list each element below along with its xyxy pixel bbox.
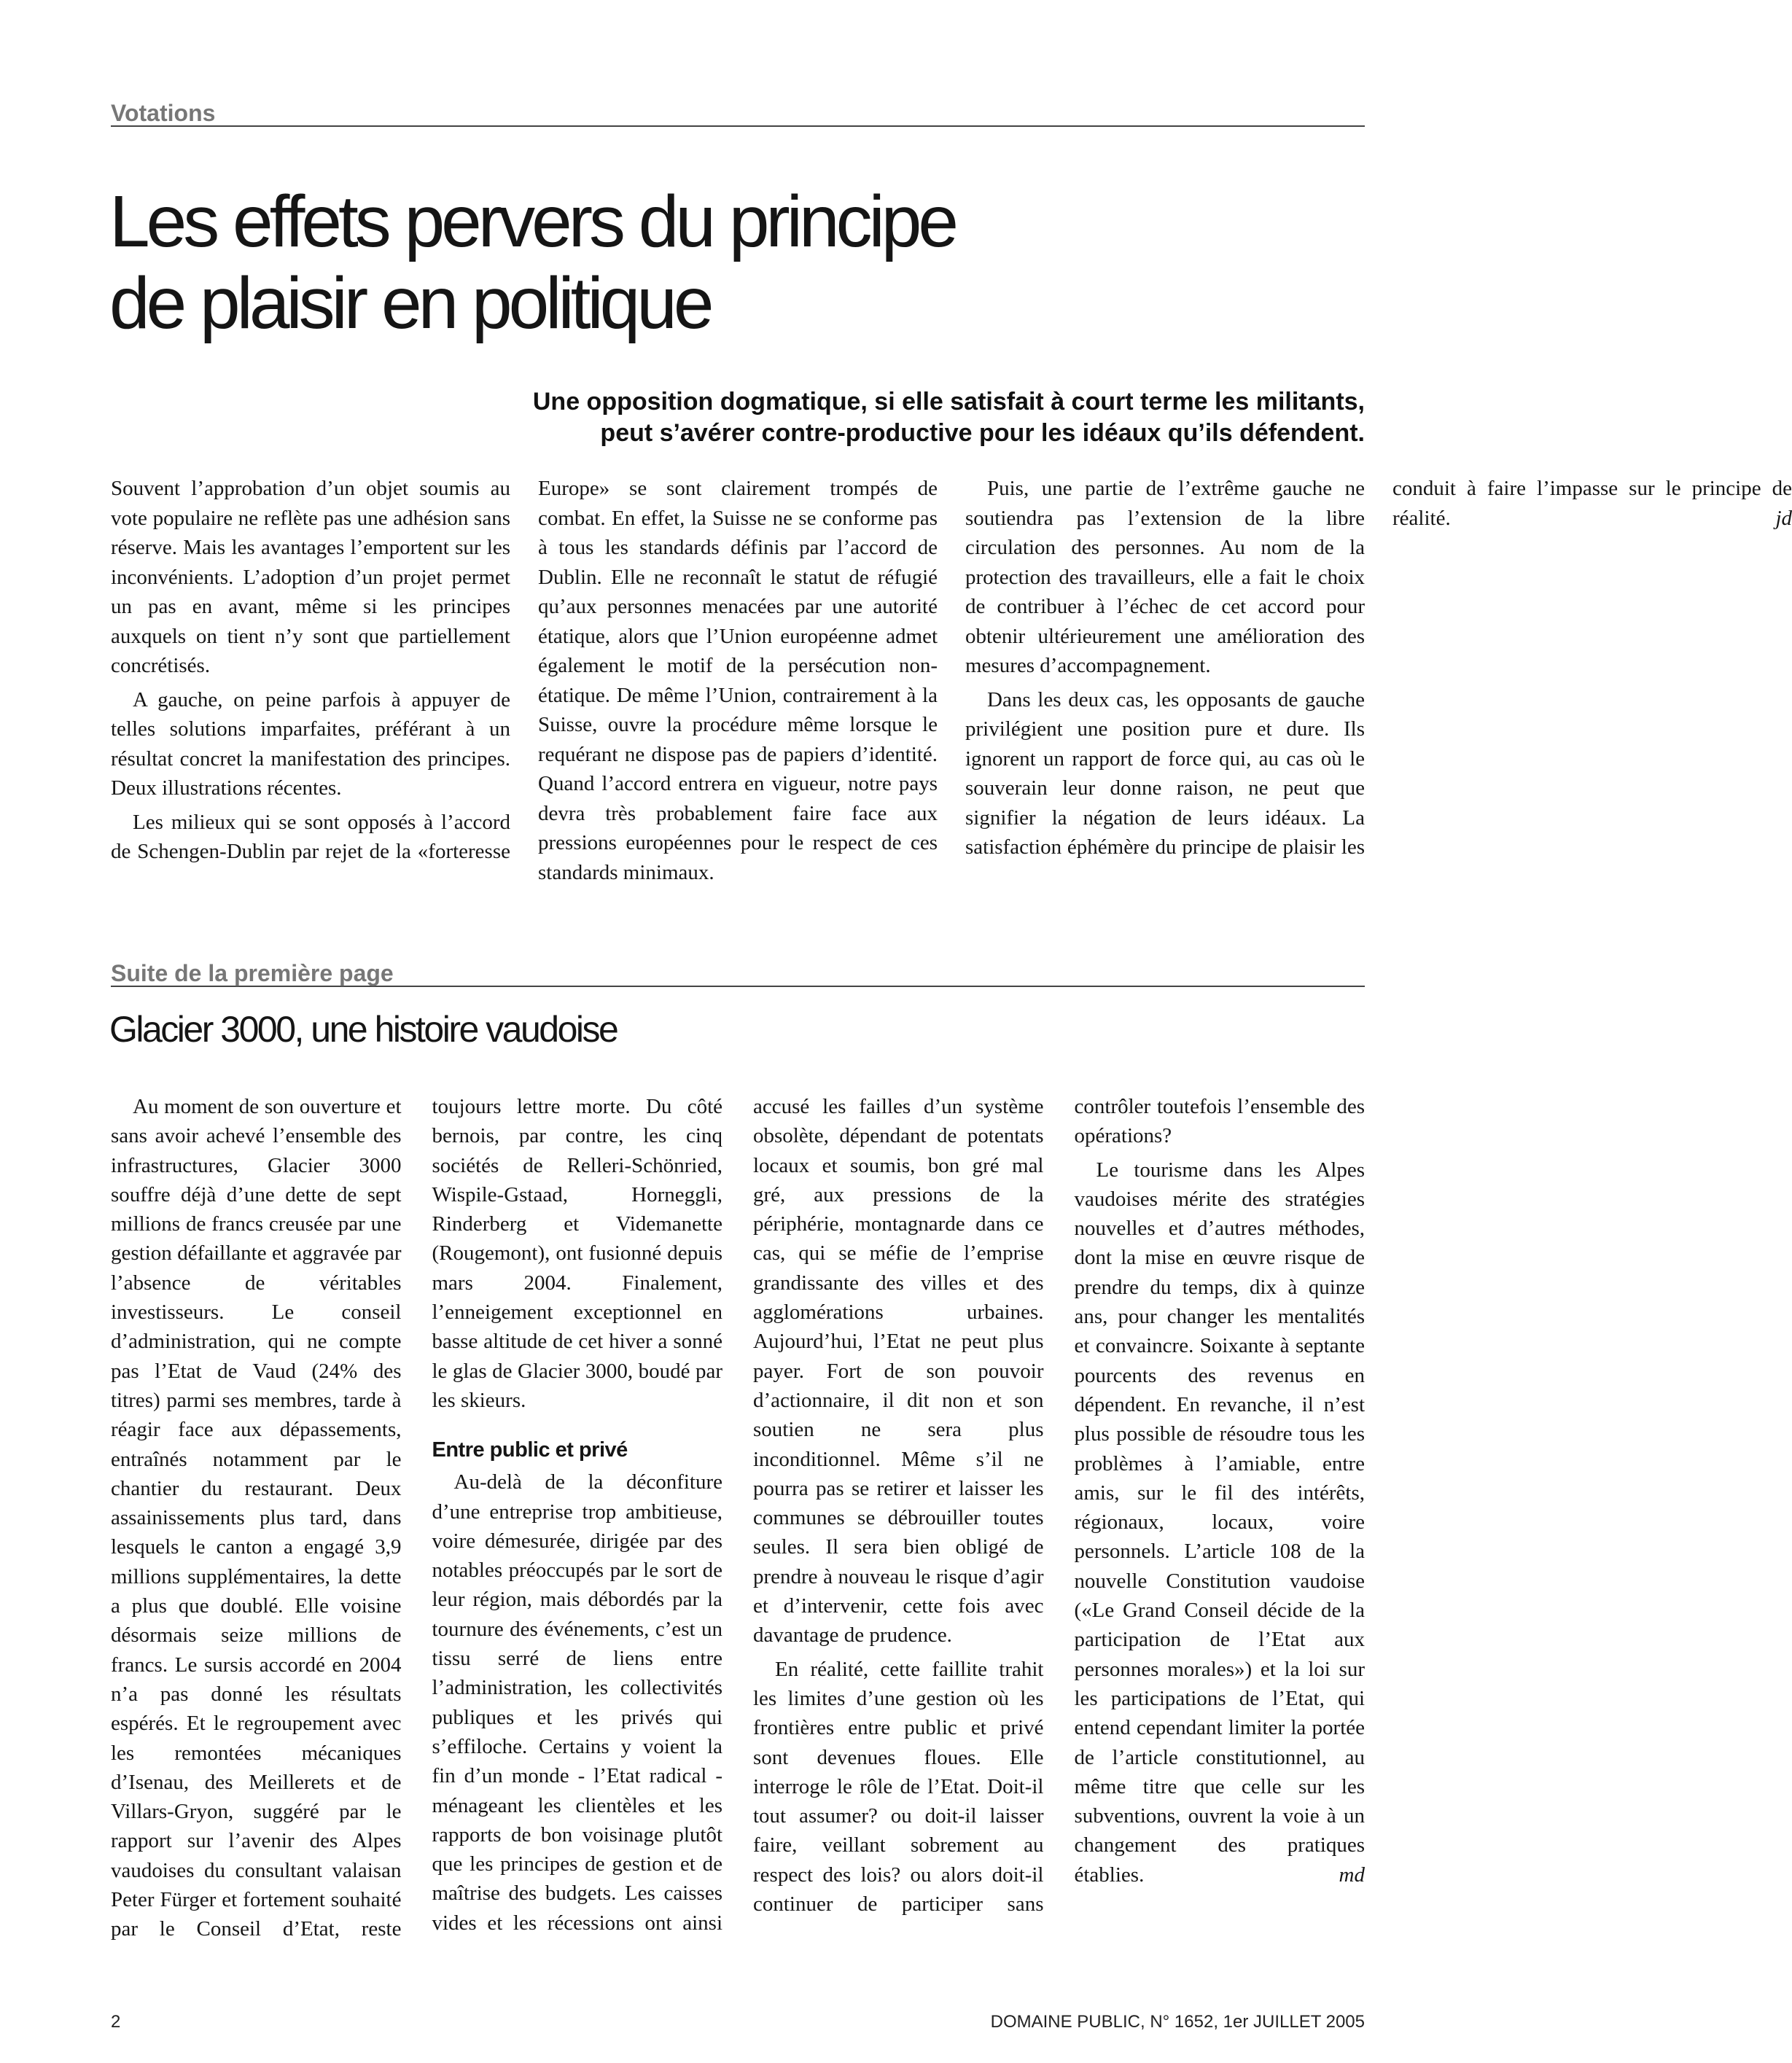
section-rubric: Votations (111, 101, 1365, 127)
body-paragraph: Les milieux qui se sont opposés à l’accord de Schengen-Dublin par rejet de la «forteresse Europe» se sont clairement trompés de combat. En effet, la Suisse ne se conforme pas à tous les standards définis par l’accord de Dublin. Elle ne reconnaît le statut de réfugié qu’aux personnes menacées par une autorité étatique, alors que l’Union européenne admet également le motif de la persécution non-étatique. De même l’Union, contrairement à la Suisse, ouvre la procédure même lorsque le requérant ne dispose pas de papiers d’identité. Quand l’accord entrera en vigueur, notre pays devra très probablement faire face aux pressions européennes pour le respect de ces standards minimaux. (111, 477, 938, 884)
paragraph-text: Le tourisme dans les Alpes vaudoises mérite des stratégies nouvelles et d’autres méthodes, dont la mise en œuvre risque de prendre du temps, dix à quinze ans, pour changer les mentalités et convaincre. Soixante à septante pourcents des revenus en dépendent. En revanche, il n’est plus possible de résoudre tous les problèmes à l’amiable, entre amis, sur le fil des intérêts, régionaux, locaux, voire personnels. L’article 108 de la nouvelle Constitution vaudoise («Le Grand Conseil décide de la participation de l’Etat aux personnes morales») et la loi sur les participations de l’Etat, qui entend cependant limiter la portée de l’article constitutionnel, au même titre que celle sur les subventions, ouvrent la voie à un changement des pratiques établies. (1074, 1158, 1365, 1887)
body-paragraph: En réalité, cette faillite trahit les limites d’une gestion où les frontières entre public et privé sont devenues floues. Elle interroge le rôle de l’Etat. Doit-il tout assumer? ou doit-il laisser faire, veillant sobrement au respect des lois? ou alors doit-il continuer de participer sans contrôler toutefois l’ensemble des opérations? (753, 1095, 1365, 1916)
author-signature: md (1339, 1863, 1365, 1887)
body-paragraph: Puis, une partie de l’extrême gauche ne soutiendra pas l’extension de la libre circulation des personnes. Au nom de la protection des travailleurs, elle a fait le choix de contribuer à l’échec de cet accord pour obtenir ultérieurement une amélioration des mesures d’accompagnement. (965, 477, 1365, 677)
paragraph-text: Dans les deux cas, les opposants de gauche privilégient une position pure et dure. Ils ignorent un rapport de force qui, au cas où le souverain leur donne raison, ne peut que signifier la négation de leurs idéaux. La satisfaction éphémère du principe de plaisir les conduit à faire l’impasse sur le principe de réalité. (965, 477, 1792, 859)
article-body-section1 (111, 474, 1792, 889)
body-paragraph-last (1075, 1155, 1366, 1890)
lede-line-2: peut s’avérer contre-productive pour les idéaux qu’ils défendent. (600, 419, 1365, 447)
subheading: Entre public et privé (432, 1438, 628, 1462)
page-number: 2 (111, 2012, 121, 2032)
body-paragraph: Au-delà de la déconfiture d’une entreprise trop ambitieuse, voire démesurée, dirigée par des notables préoccupés par le sort de leur région, mais débordés par la tournure des événements, c’est un tissu serré de liens entre l’administration, les collectivités publiques et les privés qui s’effiloche. Certains y voient la fin d’un monde - l’Etat radical - ménageant les clientèles et les rapports de bon voisinage plutôt que les principes de gestion et de maîtrise des budgets. Les caisses vides et les récessions ont ainsi accusé les failles d’un système obsolète, dépendant de potentats locaux et soumis, bon gré mal gré, aux pressions de la périphérie, montagnarde dans ce cas, qui se méfie de l’emprise grandissante des villes et des agglomérations urbaines. Aujourd’hui, l’Etat ne peut plus payer. Fort de son pouvoir d’actionnaire, il dit non et son soutien ne sera plus inconditionnel. Même s’il ne pourra pas se retirer et laisser les communes se débrouiller toutes seules. Il sera bien obligé de prendre à nouveau le risque d’agir et d’intervenir, cette fois avec davantage de prudence. (432, 1095, 1044, 1935)
body-paragraph: Souvent l’approbation d’un objet soumis au vote populaire ne reflète pas une adhésion sans réserve. Mais les avantages l’emportent sur les inconvénients. L’adoption d’un projet permet un pas en avant, même si les principes auxquels on tient n’y sont que partiellement concrétisés. (111, 477, 510, 677)
article-title (109, 181, 1203, 344)
lede-line-1: Une opposition dogmatique, si elle satisfait à court terme les militants, (532, 388, 1365, 416)
article-body-section2 (111, 1092, 1365, 1945)
body-paragraph: Au moment de son ouverture et sans avoir achevé l’ensemble des infrastructures, Glacier 3000 souffre déjà d’une dette de sept millions de francs creusée par une gestion défaillante et aggravée par l’absence de véritables investisseurs. Le conseil d’administration, qui ne compte pas l’Etat de Vaud (24% des titres) parmi ses membres, tarde à réagir face aux dépassements, entraînés notamment par le chantier du restaurant. Deux assainissements plus tard, dans lesquels le canton a engagé 3,9 millions supplémentaires, la dette a plus que doublé. Elle voisine désormais seize millions de francs. Le sursis accordé en 2004 n’a pas donné les résultats espérés. Et le regroupement avec les remontées mécaniques d’Isenau, des Meillerets et de Villars-Gryon, suggéré par le rapport sur l’avenir des Alpes vaudoises du consultant valaisan Peter Fürger et fortement souhaité par le Conseil d’Etat, reste toujours lettre morte. Du côté bernois, par contre, les cinq sociétés de Relleri-Schönried, Wispile-Gstaad, Horneggli, Rinderberg et Videmanette (Rougemont), ont fusionné depuis mars 2004. Finalement, l’enneigement exceptionnel en basse altitude de cet hiver a sonné le glas de Glacier 3000, boudé par les skieurs. (111, 1095, 722, 1941)
article-title-line-1: Les effets pervers du principe (109, 181, 956, 262)
article-title-line-2: de plaisir en politique (109, 262, 711, 344)
article-lede (271, 386, 1365, 449)
section-rubric-suite: Suite de la première page (111, 961, 1365, 987)
author-signature: jd (1775, 506, 1792, 530)
publication-info: DOMAINE PUBLIC, N° 1652, 1er JUILLET 2005 (990, 2012, 1365, 2032)
body-paragraph: A gauche, on peine parfois à appuyer de telles solutions imparfaites, préférant à un résultat concret la manifestation des principes. Deux illustrations récentes. (111, 687, 510, 800)
article-title-glacier: Glacier 3000, une histoire vaudoise (109, 1009, 618, 1050)
